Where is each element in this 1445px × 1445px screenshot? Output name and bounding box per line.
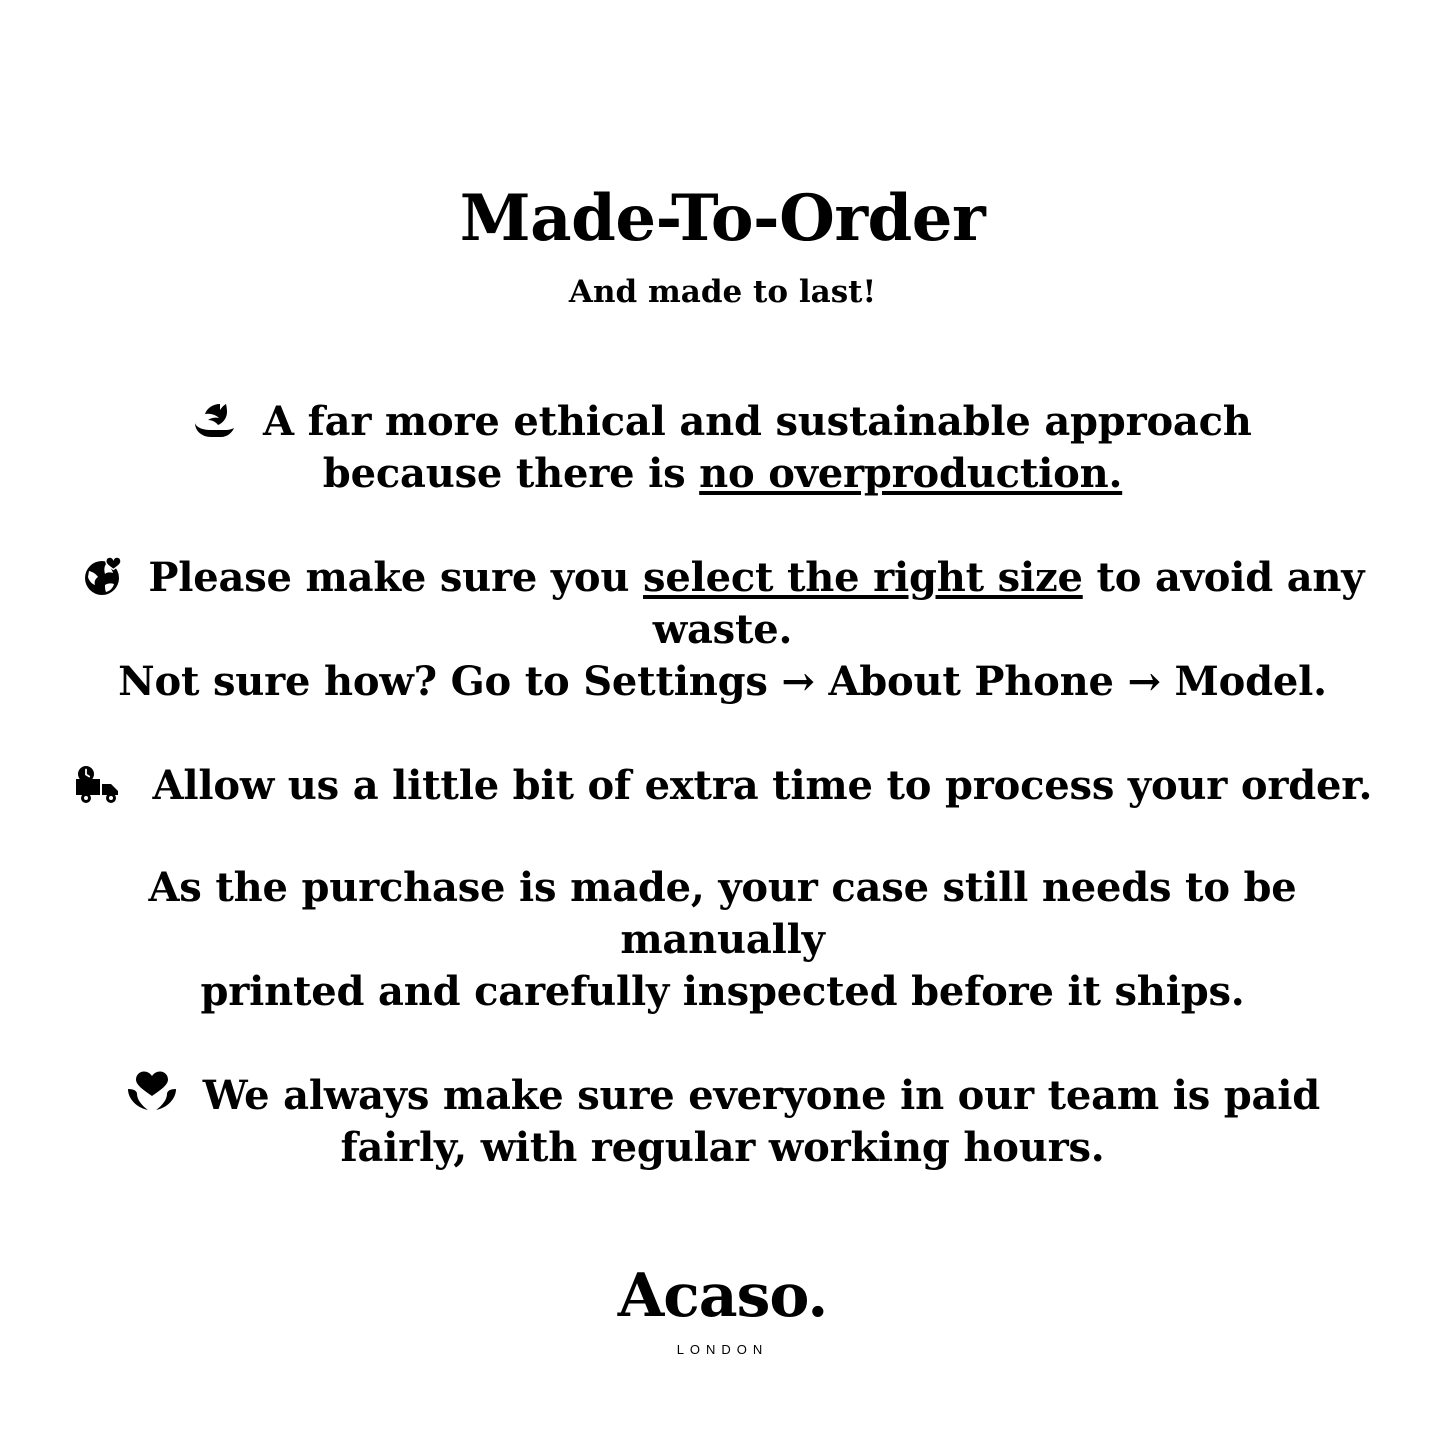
bullet-1-emphasis: no overproduction. xyxy=(699,450,1123,498)
bullet-1-line-2-prefix: because there is xyxy=(322,450,700,498)
page-subtitle: And made to last! xyxy=(568,274,877,311)
page-title: Made-To-Order xyxy=(459,181,986,256)
bullet-5-line-2: fairly, with regular working hours. xyxy=(340,1124,1105,1172)
bullet-2-emphasis: select the right size xyxy=(643,554,1083,602)
bullet-3-line-1: Allow us a little bit of extra time to process your order. xyxy=(152,762,1373,810)
list-item xyxy=(123,1070,1323,1174)
heart-in-hands-icon xyxy=(125,1071,179,1115)
delivery-truck-clock-icon xyxy=(73,765,129,805)
list-item xyxy=(63,862,1383,1018)
bullet-2-line-1-prefix: Please make sure you xyxy=(148,554,644,602)
bullet-2-line-1-suffix: to avoid any waste. xyxy=(652,554,1365,654)
brand-location: LONDON xyxy=(676,1342,769,1357)
bullet-list xyxy=(58,396,1388,1174)
list-item xyxy=(73,760,1373,812)
bullet-4-line-2: printed and carefully inspected before it ships. xyxy=(200,968,1245,1016)
bullet-1-line-1: A far more ethical and sustainable approach xyxy=(263,398,1252,446)
globe-heart-icon xyxy=(81,555,125,597)
brand-logo: Acaso. xyxy=(617,1261,828,1331)
leaf-in-hand-icon xyxy=(193,401,239,441)
brand-footer xyxy=(0,1261,1445,1357)
bullet-4-line-1: As the purchase is made, your case still needs to be manually xyxy=(148,864,1297,964)
bullet-5-line-1: We always make sure everyone in our team is paid xyxy=(202,1072,1321,1120)
list-item xyxy=(58,552,1388,708)
list-item xyxy=(173,396,1273,500)
bullet-2-line-2: Not sure how? Go to Settings → About Phone → Model. xyxy=(118,658,1327,706)
